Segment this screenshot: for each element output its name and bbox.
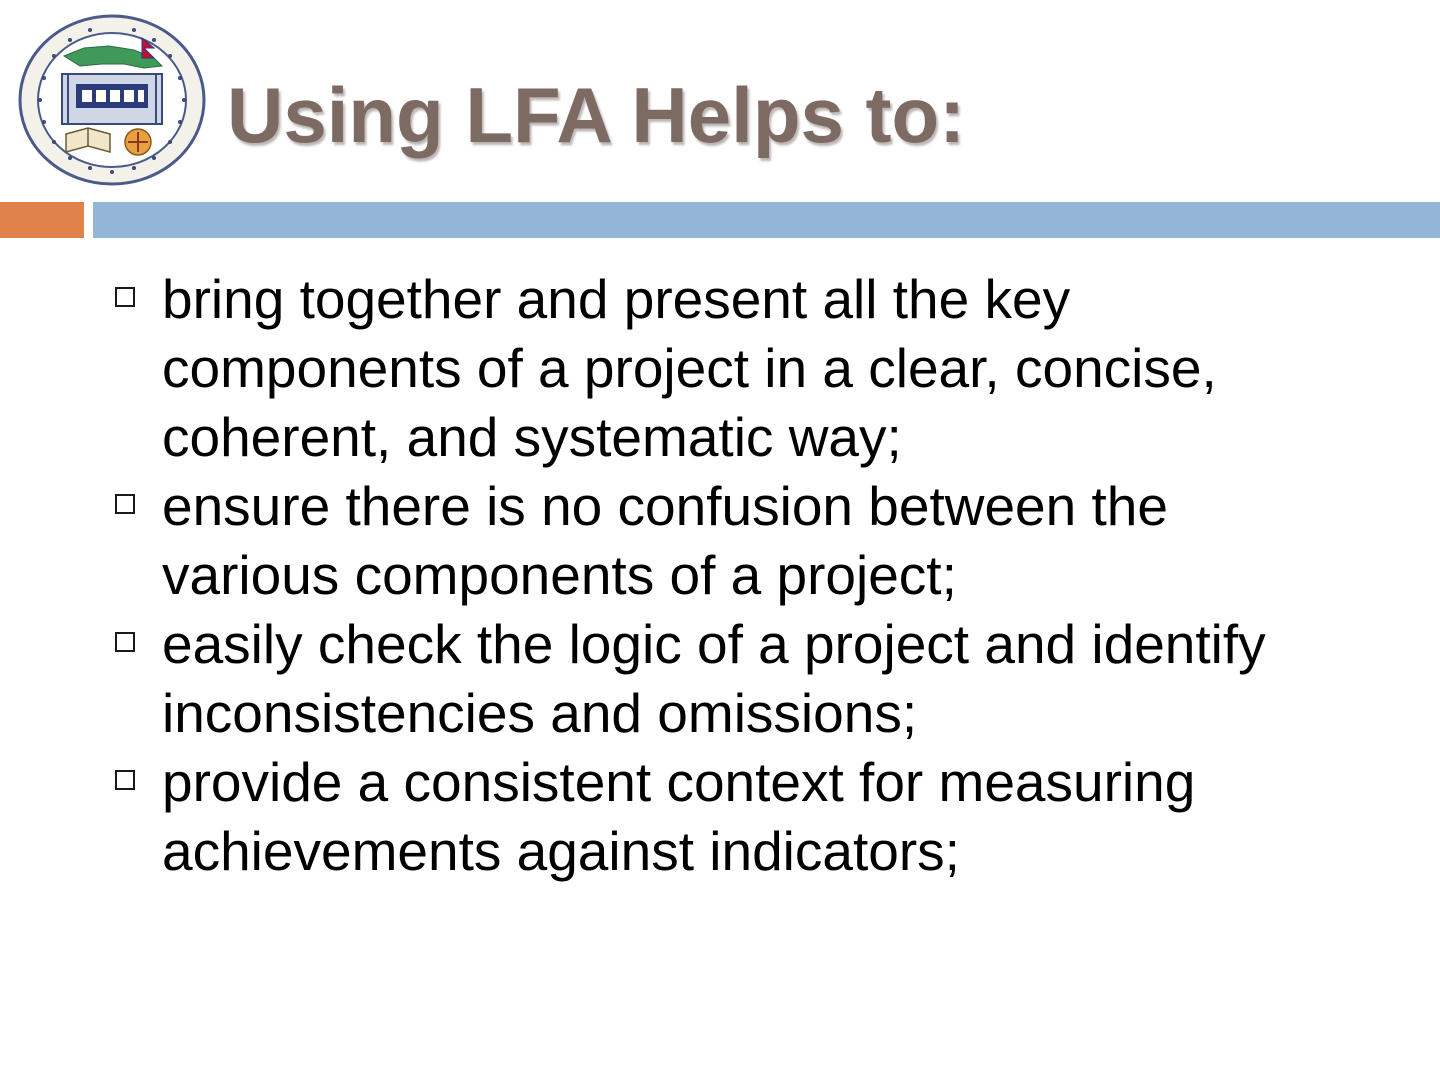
bullet-list (0, 265, 1440, 886)
accent-bar-blue (93, 202, 1440, 238)
bullet-text: easily check the logic of a project and identify inconsistencies and omissions; (162, 613, 1266, 744)
bullet-item (0, 748, 1440, 886)
bullet-item (0, 265, 1440, 472)
college-logo-icon (14, 8, 214, 188)
bullet-text: provide a consistent context for measuring achievements against indicators; (162, 751, 1196, 882)
bullet-item (0, 472, 1440, 610)
checkbox-outline-icon (115, 494, 135, 514)
checkbox-outline-icon (115, 632, 135, 652)
bullet-text: bring together and present all the key components of a project in a clear, concise, coherent, and systematic way; (162, 268, 1217, 468)
bullet-item (0, 610, 1440, 748)
checkbox-outline-icon (115, 770, 135, 790)
checkbox-outline-icon (115, 287, 135, 307)
accent-bar-orange (0, 202, 84, 238)
slide-title: Using LFA Helps to: (227, 71, 966, 159)
bullet-text: ensure there is no confusion between the various components of a project; (162, 475, 1168, 606)
